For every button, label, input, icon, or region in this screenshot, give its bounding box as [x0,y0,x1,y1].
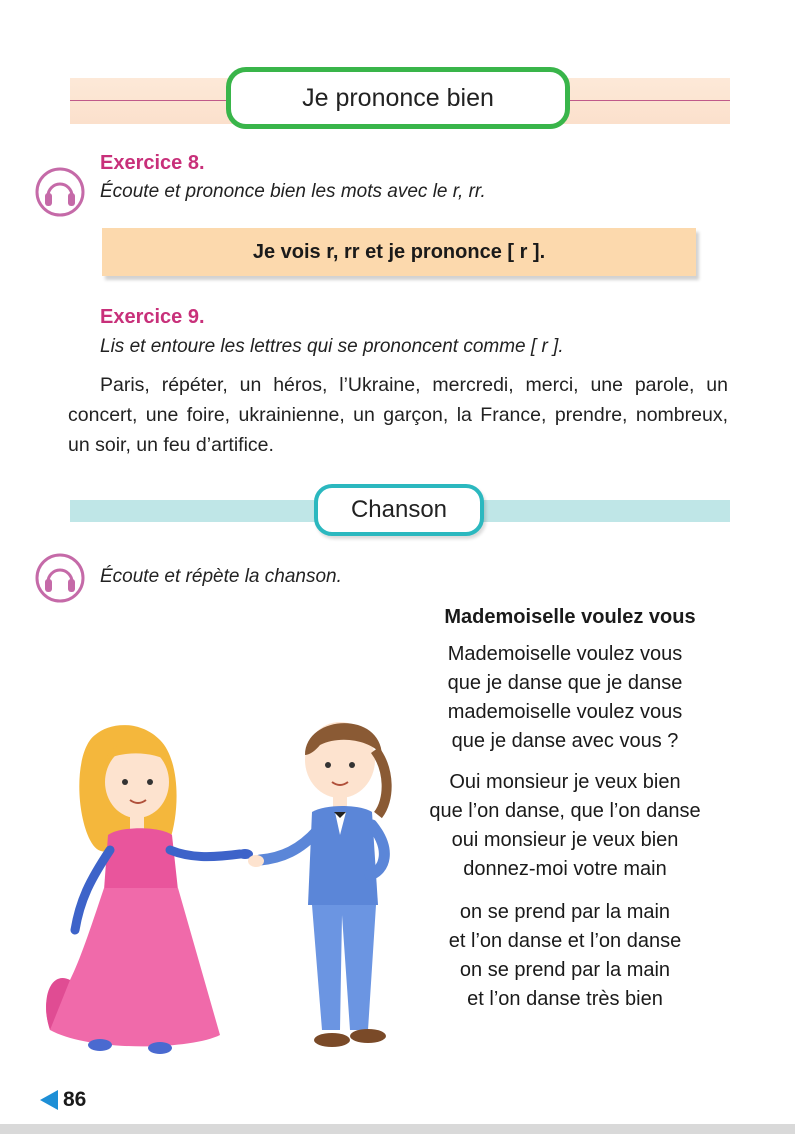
exercise-9-title: Exercice 9. [100,306,205,328]
song-line: Oui monsieur je veux bien [449,771,681,793]
song-line: donnez-moi votre main [463,858,667,880]
section-title-je-prononce-bien: Je prononce bien [226,67,570,129]
song-line: mademoiselle voulez vous [447,701,683,723]
song-stanza [400,898,730,1014]
section-title-chanson: Chanson [314,484,484,536]
song-line: que je danse que je danse [447,672,683,694]
song-stanza [400,640,730,756]
headphones-icon[interactable] [34,552,86,604]
song-stanza [400,768,730,884]
song-line: et l’on danse très bien [467,988,663,1010]
page-number [40,1088,86,1112]
exercise-8-title: Exercice 8. [100,152,205,174]
song-line: oui monsieur je veux bien [451,829,679,851]
page-number-text: 86 [63,1088,87,1111]
exercise-9-word-list: Paris, répéter, un héros, l’Ukraine, mercredi, merci, une parole, un concert, une foire, ukrainienne, un garçon, la France, prendre, nombreux, un soir, un feu d’artifice. [68,374,728,456]
song-line: que je danse avec vous ? [451,730,679,752]
pronunciation-rule-text: Je vois r, rr et je prononce [ r ]. [252,240,546,263]
boy-figure [248,722,387,1047]
song-instruction: Écoute et répète la chanson. [100,566,342,587]
song-line: et l’on danse et l’on danse [448,930,682,952]
bottom-bar [0,1124,795,1134]
exercise-8-instruction: Écoute et prononce bien les mots avec le r, rr. [100,181,486,202]
headphones-icon[interactable] [34,166,86,218]
song-line: Mademoiselle voulez vous [447,643,683,665]
song-title: Mademoiselle voulez vous [444,606,696,628]
girl-figure [46,725,253,1054]
dancing-couple-illustration [20,700,420,1070]
page-arrow-icon [40,1090,58,1110]
song-line: on se prend par la main [459,959,671,981]
song-line: on se prend par la main [459,901,671,923]
song-line: que l’on danse, que l’on danse [429,800,701,822]
exercise-9-instruction: Lis et entoure les lettres qui se prononcent comme [ r ]. [100,336,564,357]
pronunciation-rule-box [102,228,696,276]
